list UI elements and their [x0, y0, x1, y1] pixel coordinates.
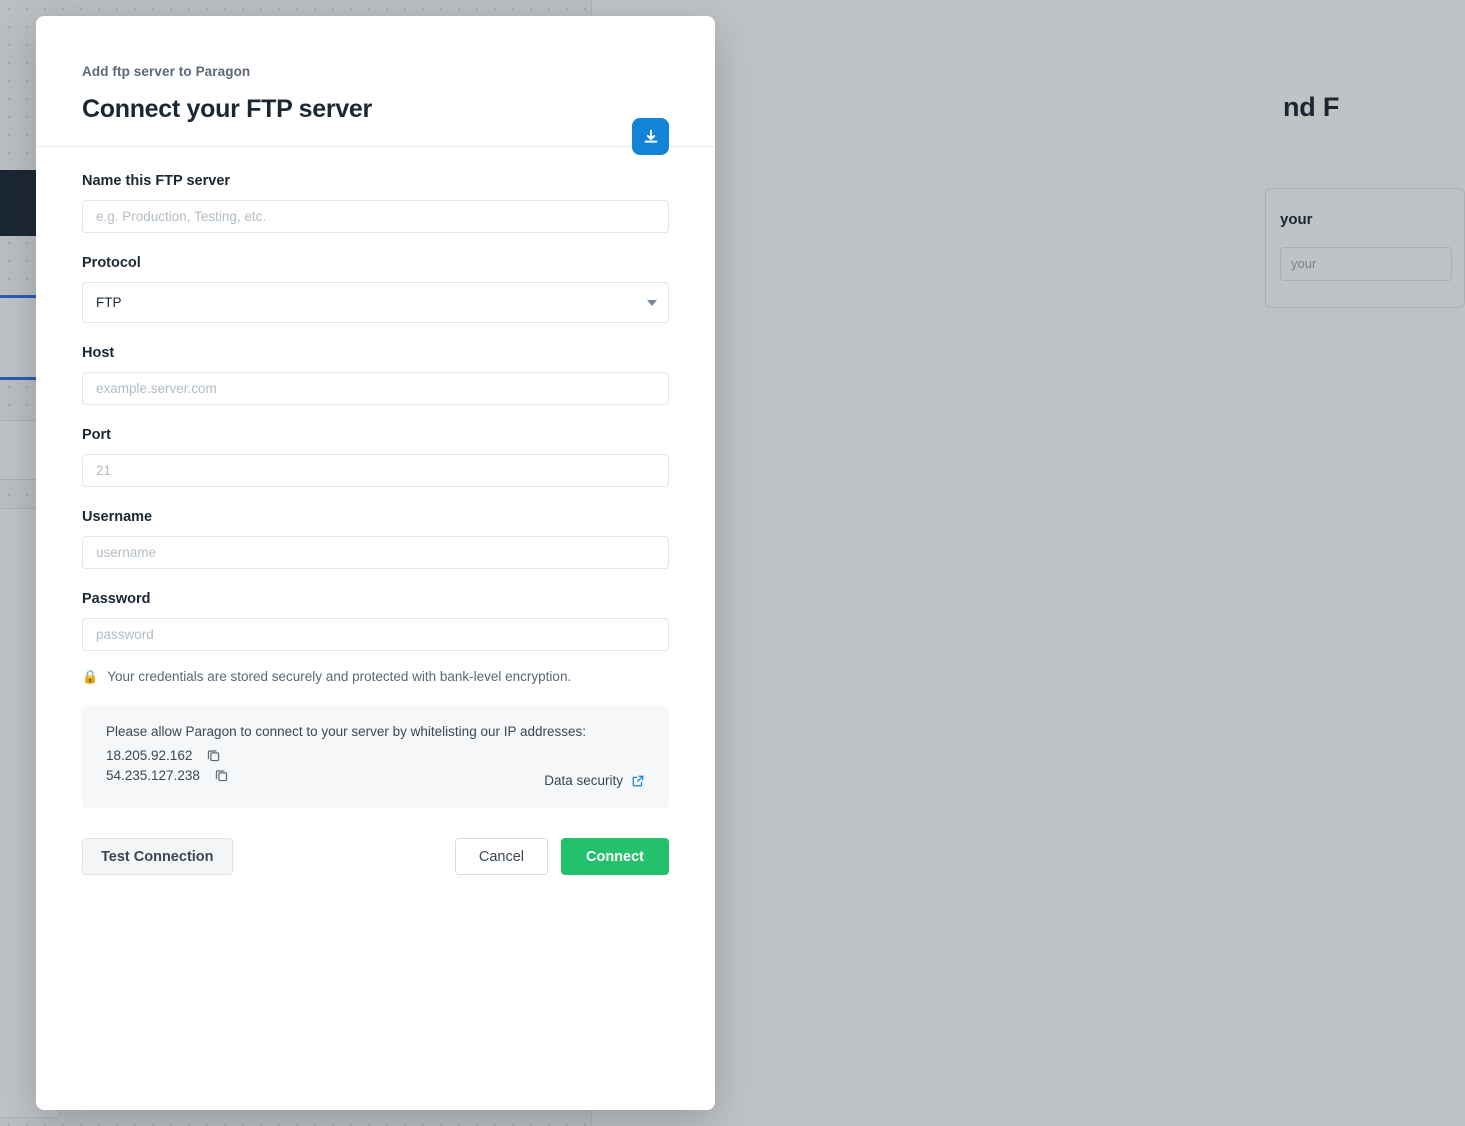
username-input[interactable] [82, 536, 669, 569]
field-protocol-label: Protocol [82, 255, 141, 271]
field-protocol [82, 255, 669, 323]
connect-button[interactable]: Connect [561, 838, 669, 875]
protocol-select-wrap [82, 282, 669, 323]
modal-title: Connect your FTP server [82, 95, 372, 123]
data-security-link[interactable] [544, 773, 645, 788]
ip-whitelist-message: Please allow Paragon to connect to your server by whitelisting our IP addresses: [106, 724, 587, 739]
copy-icon[interactable] [214, 768, 229, 783]
chevron-down-icon[interactable] [647, 300, 657, 306]
lock-icon: 🔒 [82, 669, 99, 684]
right-panel-title: nd F [1283, 92, 1340, 122]
protocol-select[interactable] [82, 282, 669, 323]
protocol-select-value: FTP [96, 295, 122, 310]
field-host-label: Host [82, 345, 115, 361]
ip-address-1: 18.205.92.162 [106, 748, 193, 763]
password-input[interactable] [82, 618, 669, 651]
field-name [82, 173, 669, 233]
modal-footer [36, 808, 715, 875]
field-port-label: Port [82, 427, 111, 443]
field-host [82, 345, 669, 405]
test-connection-button[interactable]: Test Connection [82, 838, 233, 875]
field-password [82, 591, 669, 651]
external-link-icon [631, 774, 645, 788]
security-note [82, 669, 669, 684]
server-name-input[interactable] [82, 200, 669, 233]
download-box-icon [632, 118, 669, 155]
ip-whitelist-panel [82, 706, 669, 808]
right-panel-card-title: your [1280, 211, 1313, 228]
right-panel-card-input[interactable]: your [1280, 247, 1452, 281]
modal-eyebrow: Add ftp server to Paragon [82, 64, 251, 79]
security-note-text: Your credentials are stored securely and protected with bank-level encryption. [107, 669, 572, 684]
field-password-label: Password [82, 591, 151, 607]
modal-header [36, 16, 715, 147]
field-username-label: Username [82, 509, 153, 525]
field-username [82, 509, 669, 569]
ip-row [106, 748, 645, 763]
cancel-button[interactable]: Cancel [455, 838, 548, 875]
field-name-label: Name this FTP server [82, 173, 231, 189]
modal-body [36, 147, 715, 808]
data-security-label: Data security [544, 773, 623, 788]
port-input[interactable] [82, 454, 669, 487]
copy-icon[interactable] [206, 748, 221, 763]
field-port [82, 427, 669, 487]
ip-address-2: 54.235.127.238 [106, 768, 200, 783]
connect-ftp-modal [36, 16, 715, 1110]
host-input[interactable] [82, 372, 669, 405]
